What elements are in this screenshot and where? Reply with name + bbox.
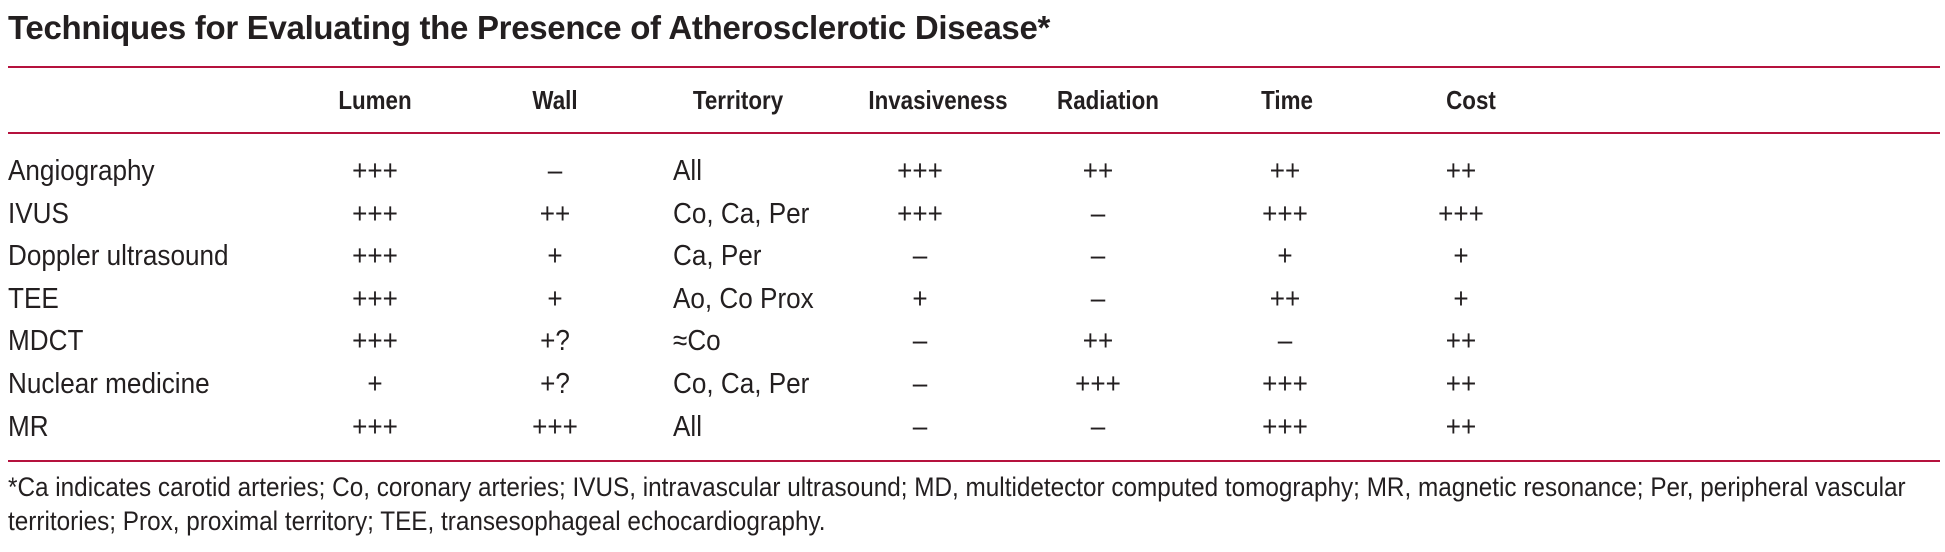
top-rule: [8, 66, 1940, 68]
table-row: [8, 150, 1940, 193]
cost-value: +: [1453, 240, 1469, 273]
time-value: –: [1277, 325, 1293, 358]
invasiveness-value: –: [912, 410, 928, 443]
territory-value: Co, Ca, Per: [673, 197, 810, 230]
territory-value: Co, Ca, Per: [673, 367, 810, 400]
header-rule: [8, 132, 1940, 134]
column-header-radiation: Radiation: [1057, 85, 1159, 115]
table-body: [8, 150, 1940, 448]
territory-value: All: [673, 155, 703, 187]
table-row: [8, 406, 1940, 449]
technique-name: Angiography: [8, 155, 155, 187]
technique-name: Nuclear medicine: [8, 367, 210, 400]
radiation-value: –: [1090, 240, 1106, 273]
cost-value: ++: [1445, 155, 1477, 187]
technique-name: MDCT: [8, 325, 84, 358]
territory-value: All: [673, 410, 703, 443]
radiation-value: ++: [1082, 155, 1114, 187]
table-title: Techniques for Evaluating the Presence of Atherosclerotic Disease*: [8, 9, 1051, 46]
cost-value: +++: [1438, 197, 1484, 230]
technique-name: Doppler ultrasound: [8, 240, 229, 273]
invasiveness-value: –: [912, 325, 928, 358]
technique-name: MR: [8, 410, 49, 443]
column-header-wall: Wall: [532, 85, 578, 115]
table-row: [8, 320, 1940, 363]
invasiveness-value: –: [912, 240, 928, 273]
column-header-cost: Cost: [1446, 85, 1496, 115]
cost-value: ++: [1445, 410, 1477, 443]
column-header-lumen: Lumen: [338, 85, 412, 115]
table-row: [8, 278, 1940, 321]
time-value: ++: [1269, 282, 1301, 315]
table-footnote: *Ca indicates carotid arteries; Co, coronary arteries; IVUS, intravascular ultrasound; MD, multidetector computed tomography; MR, magnetic resonance; Per, peripheral vascular territories; Prox, proximal territory; TEE, transesophageal echocardiography.: [8, 472, 1906, 536]
column-header-territory: Territory: [692, 85, 784, 115]
lumen-value: +++: [352, 325, 398, 358]
time-value: +: [1277, 240, 1293, 273]
wall-value: +++: [532, 410, 578, 443]
time-value: ++: [1269, 155, 1301, 187]
time-value: +++: [1262, 410, 1308, 443]
lumen-value: +: [367, 367, 383, 400]
territory-value: ≈Co: [673, 325, 721, 358]
invasiveness-value: +++: [897, 197, 943, 230]
radiation-value: ++: [1082, 325, 1114, 358]
wall-value: –: [547, 155, 563, 187]
table-row: [8, 235, 1940, 278]
wall-value: +?: [540, 325, 570, 358]
bottom-rule: [8, 460, 1940, 462]
table-row: [8, 363, 1940, 406]
wall-value: +?: [540, 367, 570, 400]
radiation-value: –: [1090, 282, 1106, 315]
invasiveness-value: –: [912, 367, 928, 400]
territory-value: Ca, Per: [673, 240, 762, 273]
lumen-value: +++: [352, 282, 398, 315]
technique-name: TEE: [8, 282, 59, 315]
column-header-time: Time: [1261, 85, 1313, 115]
radiation-value: –: [1090, 197, 1106, 230]
lumen-value: +++: [352, 155, 398, 187]
lumen-value: +++: [352, 240, 398, 273]
radiation-value: +++: [1075, 367, 1121, 400]
radiation-value: –: [1090, 410, 1106, 443]
cost-value: +: [1453, 282, 1469, 315]
table-row: [8, 193, 1940, 236]
lumen-value: +++: [352, 197, 398, 230]
wall-value: +: [547, 240, 563, 273]
invasiveness-value: +++: [897, 155, 943, 187]
column-header-invasiveness: Invasiveness: [868, 85, 1008, 115]
invasiveness-value: +: [912, 282, 928, 315]
territory-value: Ao, Co Prox: [673, 282, 814, 315]
lumen-value: +++: [352, 410, 398, 443]
technique-name: IVUS: [8, 197, 69, 230]
wall-value: ++: [539, 197, 571, 230]
time-value: +++: [1262, 367, 1308, 400]
column-header-row: [8, 82, 1940, 118]
cost-value: ++: [1445, 325, 1477, 358]
cost-value: ++: [1445, 367, 1477, 400]
time-value: +++: [1262, 197, 1308, 230]
wall-value: +: [547, 282, 563, 315]
